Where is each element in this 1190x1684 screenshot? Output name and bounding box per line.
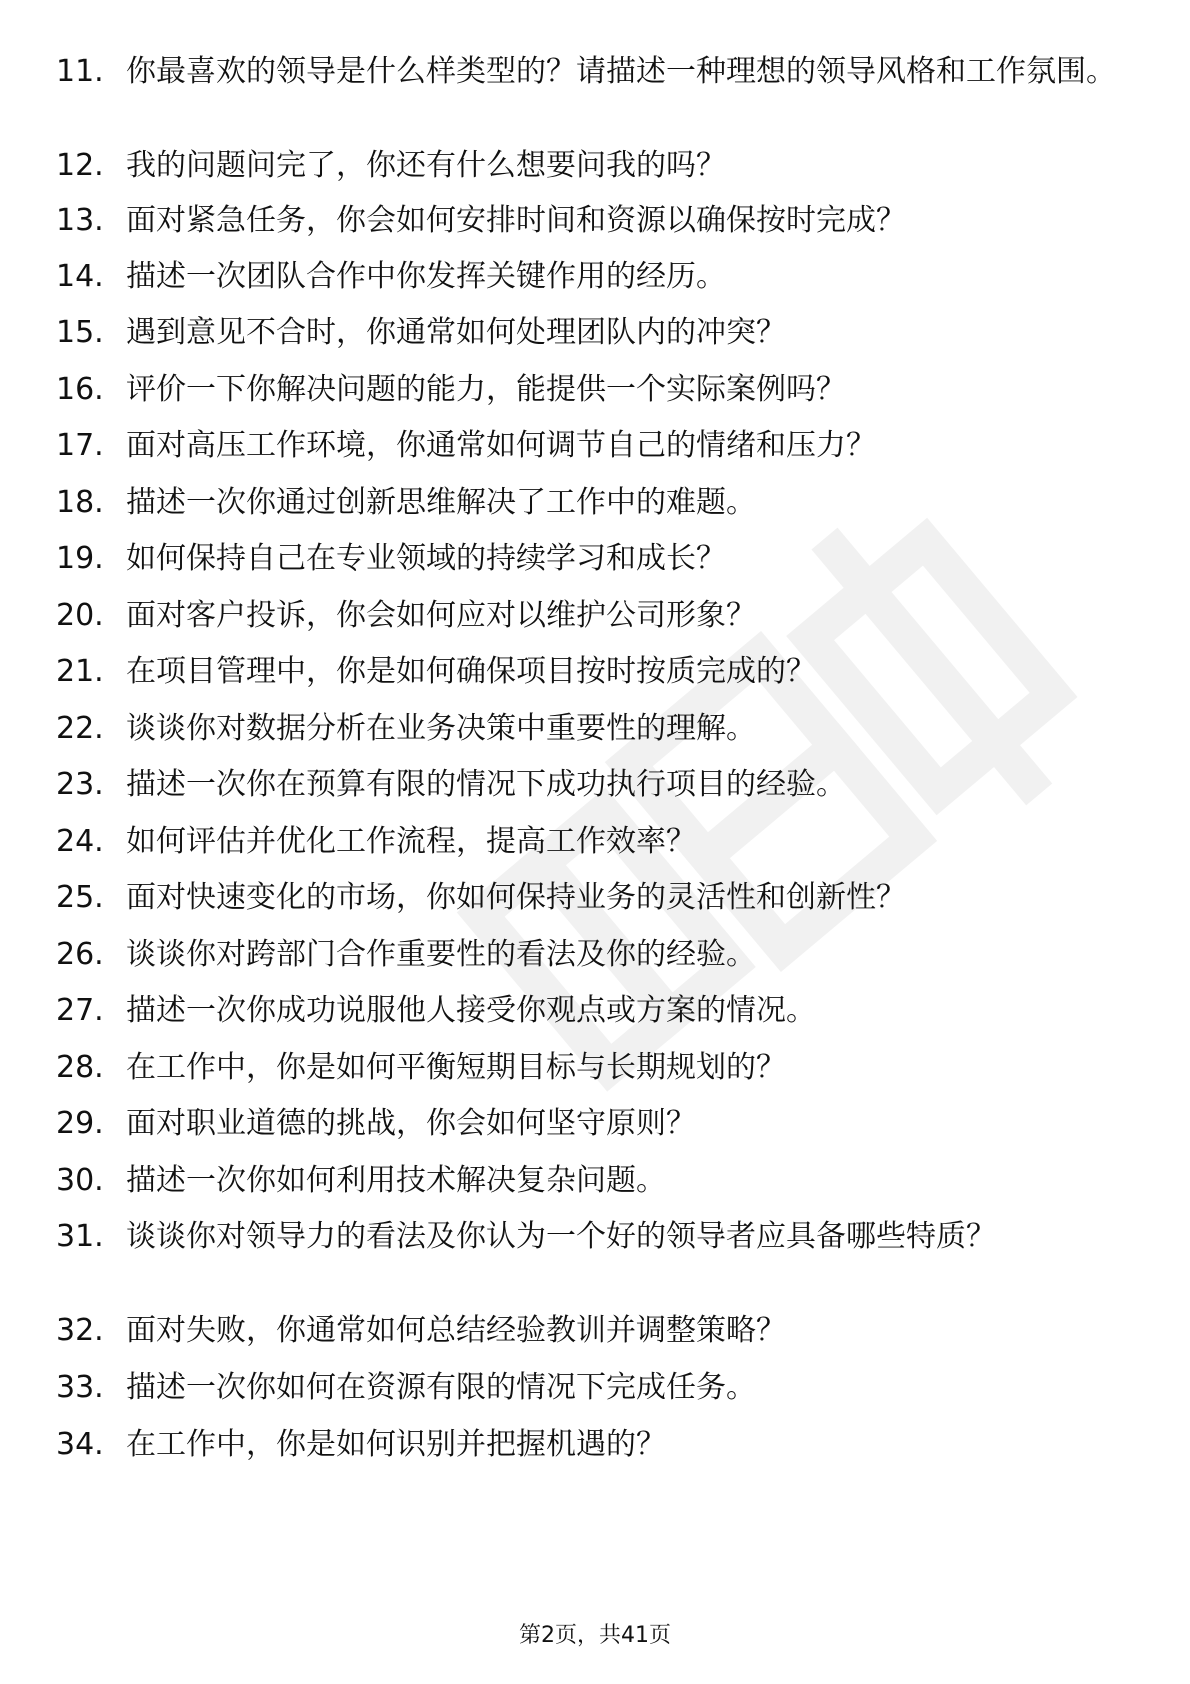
question-text: 谈谈你对领导力的看法及你认为一个好的领导者应具备哪些特质？ [126,1219,996,1254]
question-number: 13. [56,203,104,238]
question-number: 34. [56,1427,104,1462]
question-text: 如何评估并优化工作流程，提高工作效率？ [126,824,696,859]
question-number: 29. [56,1106,104,1141]
list-item [56,1161,1136,1200]
question-text: 在工作中，你是如何识别并把握机遇的？ [126,1427,666,1462]
question-number: 28. [56,1050,104,1085]
question-text: 描述一次你成功说服他人接受你观点或方案的情况。 [126,993,816,1028]
list-item [56,652,1136,691]
question-number: 14. [56,259,104,294]
question-text: 评价一下你解决问题的能力，能提供一个实际案例吗？ [126,372,846,407]
list-item [56,313,1136,352]
question-text: 面对客户投诉，你会如何应对以维护公司形象？ [126,598,756,633]
list-item [56,991,1136,1030]
question-text: 我的问题问完了，你还有什么想要问我的吗？ [126,148,726,183]
question-text: 描述一次你如何利用技术解决复杂问题。 [126,1163,666,1198]
question-number: 31. [56,1219,104,1254]
list-item [56,596,1136,635]
list-item [56,1048,1136,1087]
question-text: 描述一次你通过创新思维解决了工作中的难题。 [126,485,756,520]
question-text: 面对高压工作环境，你通常如何调节自己的情绪和压力？ [126,428,876,463]
question-text: 面对失败，你通常如何总结经验教训并调整策略？ [126,1313,786,1348]
list-item [56,709,1136,748]
list-item [56,483,1136,522]
list-item [56,426,1136,465]
question-text: 谈谈你对数据分析在业务决策中重要性的理解。 [126,711,756,746]
list-item [56,539,1136,578]
question-text: 描述一次团队合作中你发挥关键作用的经历。 [126,259,726,294]
list-item [56,52,1136,91]
question-number: 20. [56,598,104,633]
list-item [56,822,1136,861]
list-item [56,146,1136,185]
question-number: 12. [56,148,104,183]
list-item [56,878,1136,917]
question-number: 19. [56,541,104,576]
question-text: 在工作中，你是如何平衡短期目标与长期规划的？ [126,1050,786,1085]
list-item [56,201,1136,240]
question-number: 23. [56,767,104,802]
question-text: 面对快速变化的市场，你如何保持业务的灵活性和创新性？ [126,880,906,915]
question-number: 15. [56,315,104,350]
question-text: 描述一次你在预算有限的情况下成功执行项目的经验。 [126,767,846,802]
question-text: 面对紧急任务，你会如何安排时间和资源以确保按时完成？ [126,203,906,238]
question-number: 24. [56,824,104,859]
list-item [56,1368,1136,1407]
question-text: 面对职业道德的挑战，你会如何坚守原则？ [126,1106,696,1141]
list-item [56,1104,1136,1143]
question-number: 17. [56,428,104,463]
question-number: 22. [56,711,104,746]
question-number: 11. [56,54,104,89]
list-item [56,257,1136,296]
question-text: 如何保持自己在专业领域的持续学习和成长？ [126,541,726,576]
question-number: 27. [56,993,104,1028]
list-item [56,1217,1136,1256]
question-text: 遇到意见不合时，你通常如何处理团队内的冲突？ [126,315,786,350]
question-number: 33. [56,1370,104,1405]
question-number: 16. [56,372,104,407]
list-item [56,1311,1136,1350]
question-number: 26. [56,937,104,972]
list-item [56,1425,1136,1464]
list-item [56,765,1136,804]
question-text: 你最喜欢的领导是什么样类型的？请描述一种理想的领导风格和工作氛围。 [126,54,1116,89]
question-text: 在项目管理中，你是如何确保项目按时按质完成的？ [126,654,816,689]
question-number: 18. [56,485,104,520]
question-text: 谈谈你对跨部门合作重要性的看法及你的经验。 [126,937,756,972]
list-item [56,935,1136,974]
question-number: 32. [56,1313,104,1348]
question-text: 描述一次你如何在资源有限的情况下完成任务。 [126,1370,756,1405]
list-item [56,370,1136,409]
question-number: 30. [56,1163,104,1198]
question-number: 25. [56,880,104,915]
question-number: 21. [56,654,104,689]
page-number-footer: 第2页，共41页 [519,1623,671,1648]
